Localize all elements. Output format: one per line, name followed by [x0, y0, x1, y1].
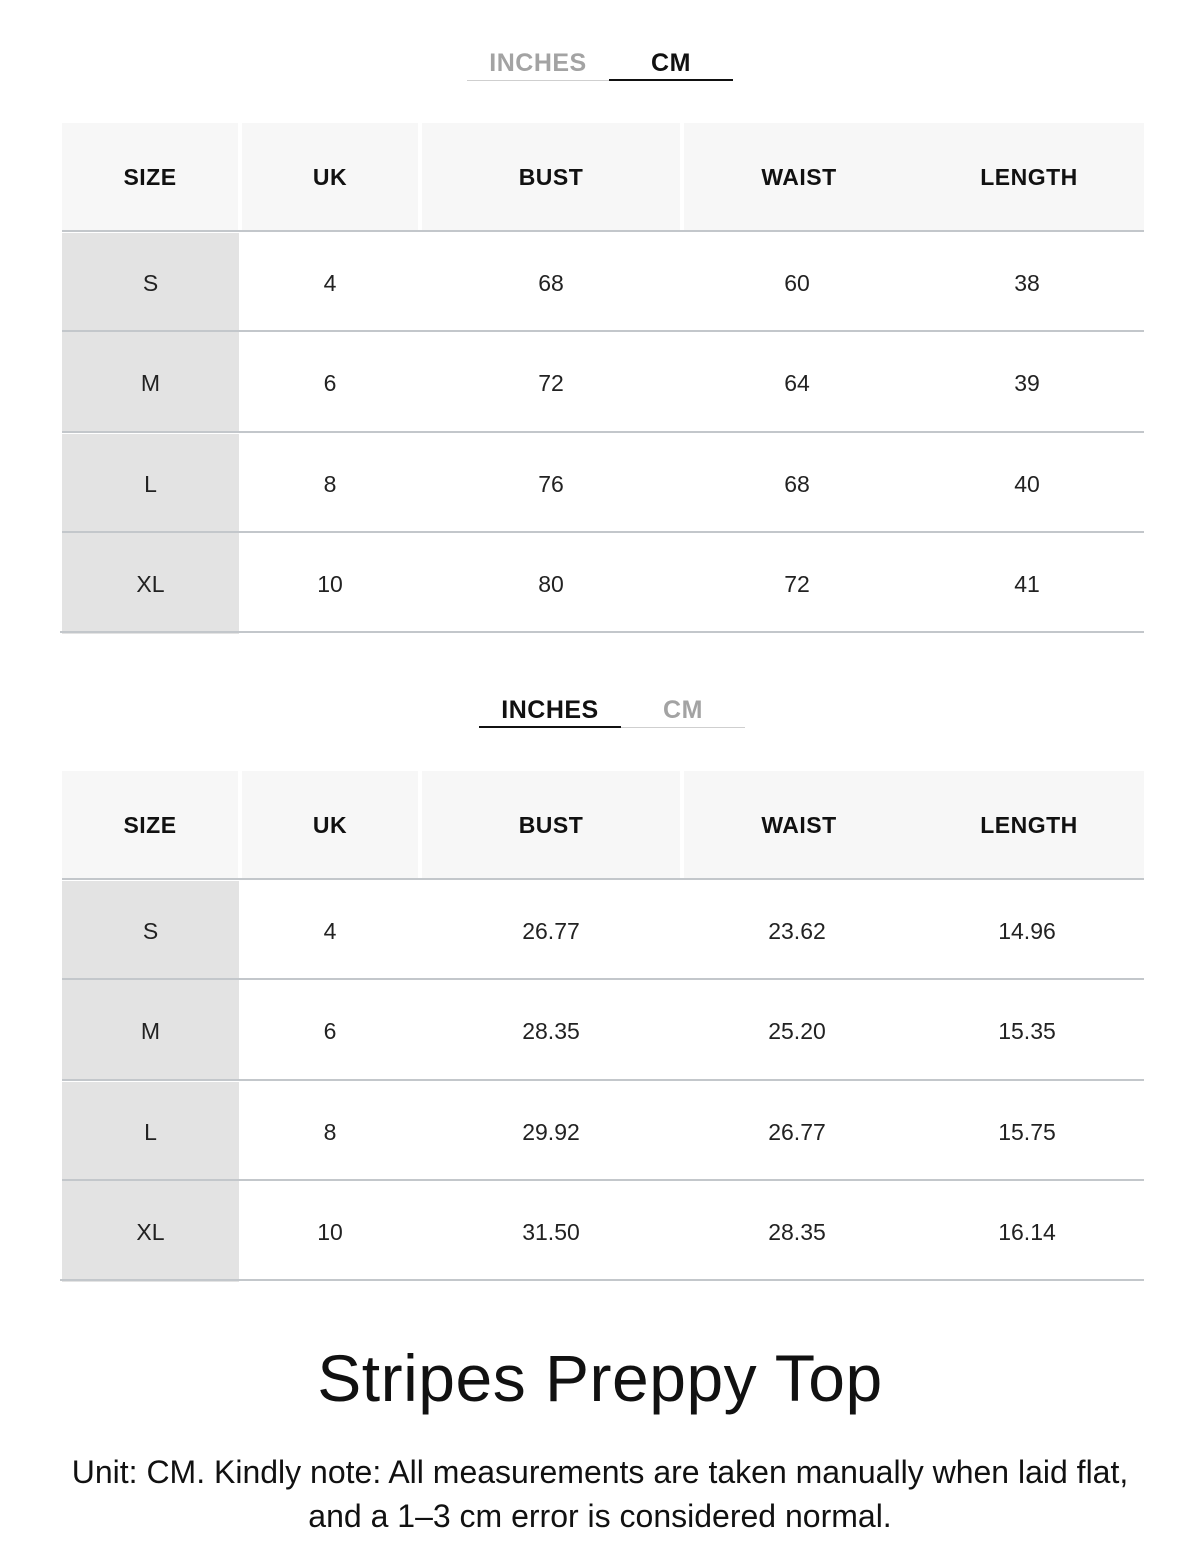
bust-cell: 80: [538, 570, 564, 597]
bust-cell: 31.50: [522, 1218, 580, 1245]
row-divider: [62, 230, 1144, 232]
row-divider: [62, 1079, 1144, 1081]
header-uk: UK: [242, 771, 418, 879]
uk-cell: 10: [317, 570, 343, 597]
bust-cell: 72: [538, 369, 564, 396]
tab-inches[interactable]: INCHES: [489, 49, 587, 77]
waist-cell: 68: [784, 470, 810, 497]
table-row: [62, 534, 1144, 634]
waist-cell: 72: [784, 570, 810, 597]
size-cell: XL: [62, 1182, 239, 1282]
size-cell: S: [62, 881, 239, 981]
row-divider: [62, 531, 1144, 533]
header-size: SIZE: [62, 771, 238, 879]
header-waist: WAIST: [684, 123, 914, 231]
uk-cell: 4: [323, 269, 337, 296]
length-cell: 15.35: [998, 1017, 1056, 1044]
uk-cell: 6: [323, 1017, 337, 1044]
size-table-cm: [62, 123, 1144, 635]
uk-cell: 8: [323, 470, 337, 497]
tab-active-indicator: [609, 79, 733, 81]
table-header: [62, 123, 1144, 231]
uk-cell: 8: [323, 1118, 337, 1145]
header-bust: BUST: [422, 123, 680, 231]
header-length: LENGTH: [914, 771, 1144, 879]
row-divider: [62, 330, 1144, 332]
length-cell: 16.14: [998, 1218, 1056, 1245]
uk-cell: 6: [323, 369, 337, 396]
length-cell: 15.75: [998, 1118, 1056, 1145]
size-cell: S: [62, 233, 239, 333]
table-row: [62, 1182, 1144, 1282]
bust-cell: 68: [538, 269, 564, 296]
size-cell: M: [62, 981, 239, 1081]
length-cell: 38: [1014, 269, 1040, 296]
bust-cell: 29.92: [522, 1118, 580, 1145]
length-cell: 41: [1014, 570, 1040, 597]
header-waist: WAIST: [684, 771, 914, 879]
row-divider: [62, 1179, 1144, 1181]
size-cell: L: [62, 1082, 239, 1182]
bust-cell: 28.35: [522, 1017, 580, 1044]
tab-cm[interactable]: CM: [651, 49, 691, 77]
uk-cell: 10: [317, 1218, 343, 1245]
size-cell: XL: [62, 534, 239, 634]
tab-underline: [467, 80, 609, 81]
waist-cell: 60: [784, 269, 810, 296]
tab-inches[interactable]: INCHES: [501, 696, 599, 724]
table-bottom-rule: [60, 1279, 1144, 1281]
size-table-inches: [62, 771, 1144, 1283]
header-length: LENGTH: [914, 123, 1144, 231]
row-divider: [62, 431, 1144, 433]
length-cell: 40: [1014, 470, 1040, 497]
table-row: [62, 981, 1144, 1081]
size-cell: L: [62, 434, 239, 534]
tab-underline: [621, 727, 745, 728]
product-title: Stripes Preppy Top: [317, 1341, 883, 1415]
table-row: [62, 233, 1144, 333]
table-bottom-rule: [60, 631, 1144, 633]
row-divider: [62, 878, 1144, 880]
table-header: [62, 771, 1144, 879]
tab-cm[interactable]: CM: [663, 696, 703, 724]
size-cell: M: [62, 333, 239, 433]
header-uk: UK: [242, 123, 418, 231]
table-row: [62, 1082, 1144, 1182]
measurement-note: Unit: CM. Kindly note: All measurements are taken manually when laid flat, and a 1–3 cm error is considered normal.: [71, 1454, 1129, 1534]
header-size: SIZE: [62, 123, 238, 231]
uk-cell: 4: [323, 917, 337, 944]
table-row: [62, 434, 1144, 534]
row-divider: [62, 978, 1144, 980]
length-cell: 39: [1014, 369, 1040, 396]
waist-cell: 25.20: [768, 1017, 826, 1044]
table-row: [62, 333, 1144, 433]
length-cell: 14.96: [998, 917, 1056, 944]
waist-cell: 23.62: [768, 917, 826, 944]
waist-cell: 26.77: [768, 1118, 826, 1145]
waist-cell: 28.35: [768, 1218, 826, 1245]
bust-cell: 26.77: [522, 917, 580, 944]
unit-tabs-top: [467, 46, 733, 82]
waist-cell: 64: [784, 369, 810, 396]
bust-cell: 76: [538, 470, 564, 497]
unit-tabs-bottom: [479, 693, 745, 729]
header-bust: BUST: [422, 771, 680, 879]
table-row: [62, 881, 1144, 981]
tab-active-indicator: [479, 726, 621, 728]
